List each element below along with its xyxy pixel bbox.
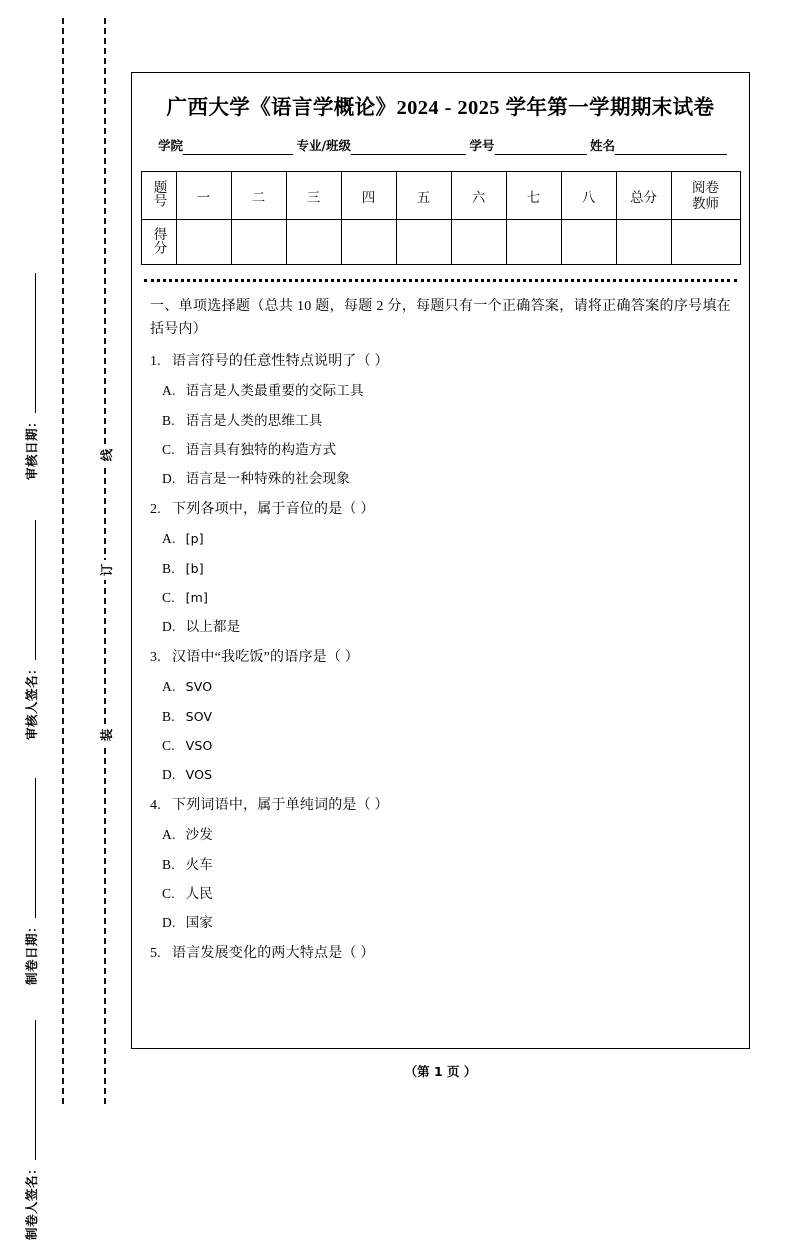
option-key: A.	[162, 383, 176, 399]
score-table-col-grader	[671, 172, 740, 220]
score-cell[interactable]	[561, 220, 616, 265]
score-table-col-7: 七	[506, 172, 561, 220]
margin-label-setter-signature-text: 制卷人签名：	[24, 1161, 39, 1240]
question-1	[150, 351, 731, 372]
question-5-text: 语言发展变化的两大特点是（ ）	[172, 946, 375, 962]
field-college-rule[interactable]	[183, 140, 293, 155]
question-4-option-a[interactable]	[162, 825, 731, 845]
score-table-col-grader-line2: 教师	[692, 195, 719, 211]
option-key: A.	[162, 679, 176, 695]
question-2-option-b[interactable]	[162, 559, 731, 579]
option-text: SOV	[185, 708, 213, 724]
option-text: [b]	[185, 560, 204, 576]
question-2-text: 下列各项中，属于音位的是（ ）	[172, 502, 375, 518]
field-college[interactable]	[158, 136, 293, 155]
option-key: B.	[162, 412, 175, 428]
option-text: 沙发	[185, 827, 213, 843]
field-student-number-label: 学号	[469, 138, 495, 153]
page-title: 广西大学《语言学概论》2024 - 2025 学年第一学期期末试卷	[166, 97, 715, 119]
option-key: B.	[162, 708, 175, 724]
page-footer: （第 1 页 ）	[404, 1064, 477, 1079]
margin-label-review-date-text: 审核日期：	[24, 414, 39, 480]
score-table-row-label-question	[141, 172, 176, 220]
margin-label-review-date	[22, 180, 40, 480]
section-heading: 一、单项选择题（总共 10 题，每题 2 分，每题只有一个正确答案，请将正确答案的序号填在括号内）	[150, 299, 731, 337]
table-row-question-numbers	[141, 172, 740, 220]
question-1-number: 1.	[150, 354, 161, 370]
score-cell-total[interactable]	[616, 220, 671, 265]
question-2-number: 2.	[150, 502, 161, 518]
question-2-option-c[interactable]	[162, 588, 731, 608]
score-cell[interactable]	[286, 220, 341, 265]
field-student-number-rule[interactable]	[495, 140, 587, 155]
score-table-col-6: 六	[451, 172, 506, 220]
option-text: 语言是人类最重要的交际工具	[185, 383, 364, 399]
question-3-option-d[interactable]	[162, 765, 731, 785]
score-table-col-8: 八	[561, 172, 616, 220]
option-key: D.	[162, 471, 176, 487]
option-key: D.	[162, 619, 176, 635]
option-text: 火车	[185, 856, 213, 872]
option-text: 以上都是	[185, 619, 241, 635]
margin-rule	[35, 273, 36, 413]
question-3-option-c[interactable]	[162, 736, 731, 756]
option-key: D.	[162, 767, 176, 783]
question-3	[150, 647, 731, 668]
score-table-col-2: 二	[231, 172, 286, 220]
margin-label-setting-date-text: 制卷日期：	[24, 919, 39, 985]
score-table-row-label-score	[141, 220, 176, 265]
option-text: VSO	[185, 737, 213, 753]
field-student-name-rule[interactable]	[615, 140, 727, 155]
score-table	[141, 171, 741, 265]
student-info-line	[158, 136, 727, 155]
table-row-scores	[141, 220, 740, 265]
score-table-col-4: 四	[341, 172, 396, 220]
question-2	[150, 499, 731, 520]
binding-mark-staple: 订	[94, 560, 118, 580]
question-4-option-b[interactable]	[162, 855, 731, 875]
field-major-class-rule[interactable]	[351, 140, 466, 155]
binding-mark-line: 线	[94, 445, 118, 465]
question-1-option-c[interactable]	[162, 440, 731, 460]
question-4	[150, 795, 731, 816]
question-3-option-a[interactable]	[162, 677, 731, 697]
question-1-text: 语言符号的任意性特点说明了（ ）	[172, 354, 389, 370]
option-key: B.	[162, 856, 175, 872]
question-1-option-a[interactable]	[162, 381, 731, 401]
score-cell[interactable]	[341, 220, 396, 265]
question-1-option-b[interactable]	[162, 411, 731, 431]
option-key: A.	[162, 531, 176, 547]
field-student-number[interactable]	[470, 136, 587, 155]
score-cell-grader[interactable]	[671, 220, 740, 265]
question-3-number: 3.	[150, 650, 161, 666]
question-2-option-d[interactable]	[162, 617, 731, 637]
question-4-number: 4.	[150, 798, 161, 814]
option-key: A.	[162, 827, 176, 843]
question-5-number: 5.	[150, 946, 161, 962]
field-student-name-label: 姓名	[589, 138, 615, 153]
option-key: C.	[162, 737, 175, 753]
margin-rule	[35, 1020, 36, 1160]
exam-body	[150, 296, 731, 964]
option-key: C.	[162, 589, 175, 605]
option-text: [p]	[185, 531, 204, 547]
score-table-row-label-question-text: 题号	[151, 180, 167, 207]
option-key: C.	[162, 885, 175, 901]
section-divider	[144, 279, 737, 282]
option-text: SVO	[185, 679, 213, 695]
field-major-class-label: 专业/班级	[296, 138, 352, 153]
question-2-option-a[interactable]	[162, 529, 731, 549]
field-college-label: 学院	[158, 138, 184, 153]
option-text: 语言是人类的思维工具	[185, 412, 323, 428]
margin-label-reviewer-signature-text: 审核人签名：	[24, 661, 39, 740]
margin-rule	[35, 778, 36, 918]
question-5	[150, 943, 731, 964]
field-student-name[interactable]	[590, 136, 727, 155]
margin-rule	[35, 520, 36, 660]
exam-sheet	[131, 72, 750, 1049]
score-table-col-1: 一	[176, 172, 231, 220]
option-key: B.	[162, 560, 175, 576]
score-cell[interactable]	[176, 220, 231, 265]
option-key: D.	[162, 915, 176, 931]
question-4-option-c[interactable]	[162, 884, 731, 904]
score-cell[interactable]	[231, 220, 286, 265]
score-table-row-label-score-text: 得分	[151, 226, 167, 254]
score-table-col-3: 三	[286, 172, 341, 220]
binding-margin	[0, 0, 120, 1240]
question-4-option-d[interactable]	[162, 913, 731, 933]
option-text: [m]	[185, 589, 209, 605]
field-major-class[interactable]	[296, 136, 466, 155]
score-table-col-5: 五	[396, 172, 451, 220]
margin-label-setter-signature	[22, 940, 40, 1240]
option-text: 人民	[185, 885, 213, 901]
question-4-text: 下列词语中，属于单纯词的是（ ）	[172, 798, 389, 814]
score-cell[interactable]	[451, 220, 506, 265]
question-1-option-d[interactable]	[162, 469, 731, 489]
binding-mark-bind: 装	[94, 725, 118, 745]
score-cell[interactable]	[506, 220, 561, 265]
question-3-text: 汉语中“我吃饭”的语序是（ ）	[172, 650, 359, 666]
option-key: C.	[162, 441, 175, 457]
option-text: VOS	[185, 767, 213, 783]
option-text: 语言是一种特殊的社会现象	[185, 471, 350, 487]
score-cell[interactable]	[396, 220, 451, 265]
option-text: 国家	[185, 915, 213, 931]
question-3-option-b[interactable]	[162, 707, 731, 727]
option-text: 语言具有独特的构造方式	[185, 441, 337, 457]
score-table-col-grader-line1: 阅卷	[692, 179, 719, 195]
score-table-col-total: 总分	[616, 172, 671, 220]
dashed-rule-outer	[62, 18, 64, 1104]
